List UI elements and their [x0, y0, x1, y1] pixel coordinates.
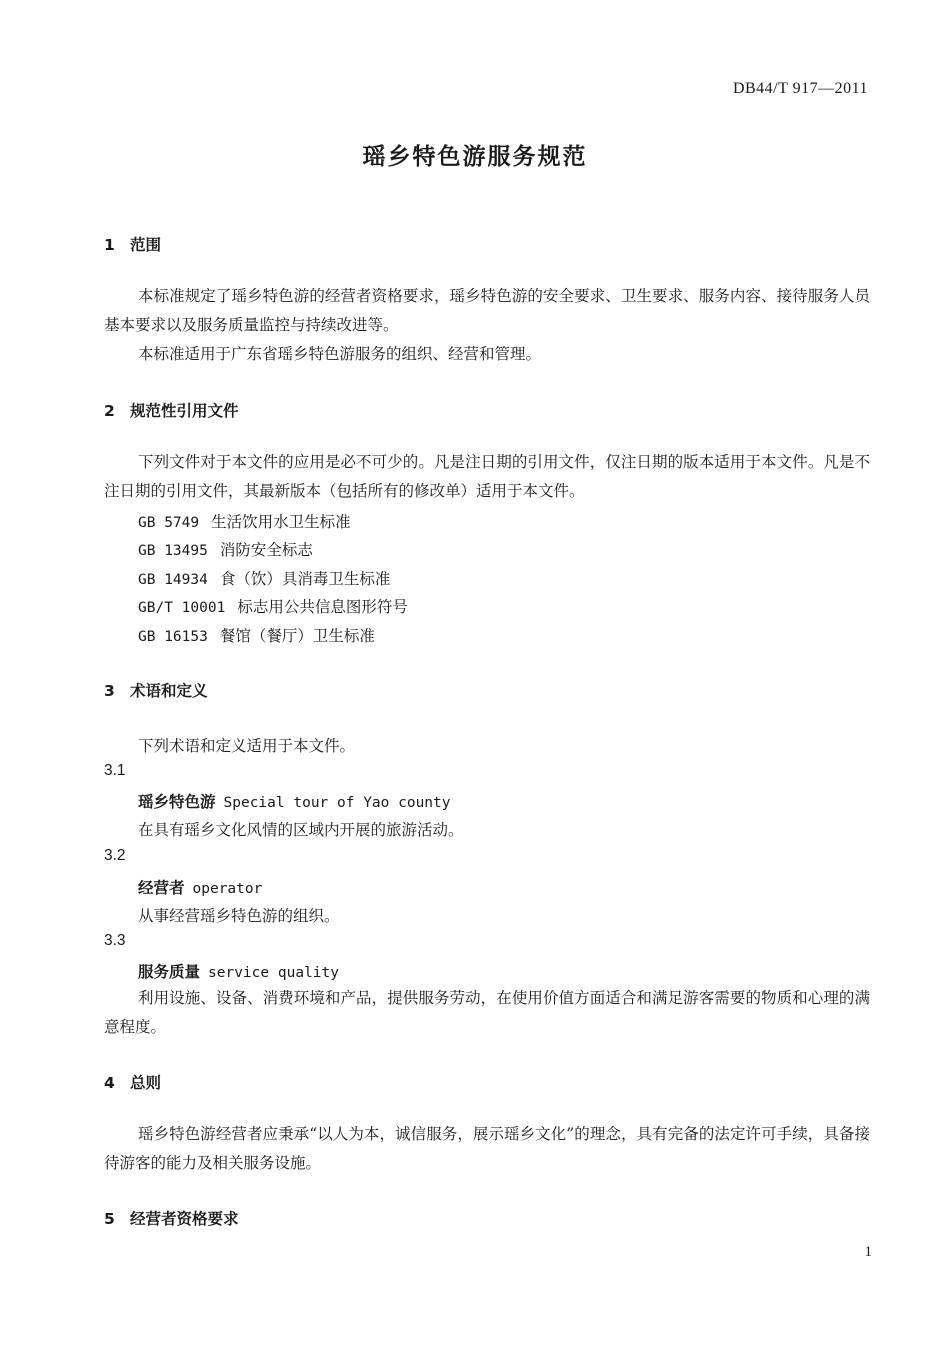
- reference-name: 消防安全标志: [219, 541, 313, 559]
- paragraph: 瑶乡特色游经营者应秉承“以人为本，诚信服务，展示瑶乡文化”的理念，具有完备的法定许可手续，具备接待游客的能力及相关服务设施。: [104, 1125, 870, 1172]
- section-number: 1: [104, 236, 115, 254]
- page-number: 1: [864, 1244, 872, 1260]
- section-title: 总则: [130, 1074, 162, 1092]
- section-number: 3: [104, 682, 115, 700]
- paragraph: 本标准规定了瑶乡特色游的经营者资格要求，瑶乡特色游的安全要求、卫生要求、服务内容、接待服务人员基本要求以及服务质量监控与持续改进等。: [104, 287, 870, 334]
- term-name: 服务质量: [138, 963, 201, 981]
- reference-code: GB/T 10001: [138, 600, 226, 616]
- term-english: Special tour of Yao county: [223, 795, 451, 811]
- section-heading-5: [104, 1207, 239, 1229]
- reference-name: 食（饮）具消毒卫生标准: [219, 570, 391, 588]
- paragraph: 下列术语和定义适用于本文件。: [138, 737, 356, 755]
- section-title: 规范性引用文件: [130, 402, 239, 420]
- term-entry: [138, 790, 451, 812]
- term-name: 经营者: [138, 879, 185, 897]
- paragraph: 下列文件对于本文件的应用是必不可少的。凡是注日期的引用文件，仅注日期的版本适用于本文件。凡是不注日期的引用文件，其最新版本（包括所有的修改单）适用于本文件。: [104, 453, 870, 500]
- term-english: service quality: [208, 965, 339, 981]
- reference-item: [138, 624, 375, 646]
- section-number: 2: [104, 402, 115, 420]
- section-title: 范围: [130, 236, 162, 254]
- term-definition: 在具有瑶乡文化风情的区域内开展的旅游活动。: [138, 821, 464, 839]
- reference-name: 生活饮用水卫生标准: [211, 513, 351, 531]
- reference-item: [138, 567, 390, 589]
- section-number: 5: [104, 1210, 115, 1228]
- reference-code: GB 14934: [138, 572, 208, 588]
- page-title: 瑶乡特色游服务规范: [362, 144, 588, 170]
- section-number: 4: [104, 1074, 115, 1092]
- term-entry: [138, 960, 339, 982]
- term-entry: [138, 876, 262, 898]
- term-english: operator: [192, 881, 263, 897]
- section-heading-2: [104, 399, 239, 421]
- paragraph: 本标准适用于广东省瑶乡特色游服务的组织、经营和管理。: [138, 345, 542, 363]
- reference-code: GB 5749: [138, 515, 200, 531]
- reference-code: GB 13495: [138, 543, 208, 559]
- section-title: 经营者资格要求: [130, 1210, 239, 1228]
- section-heading-1: [104, 233, 161, 255]
- term-number: 3.2: [104, 847, 126, 864]
- term-number: 3.1: [104, 762, 126, 779]
- section-title: 术语和定义: [130, 682, 208, 700]
- section-heading-3: [104, 679, 208, 701]
- section-heading-4: [104, 1071, 161, 1093]
- term-definition: 从事经营瑶乡特色游的组织。: [138, 907, 340, 925]
- reference-item: [138, 595, 408, 617]
- standard-code: DB44/T 917—2011: [732, 80, 868, 97]
- reference-item: [138, 538, 313, 560]
- reference-name: 标志用公共信息图形符号: [237, 598, 408, 616]
- reference-item: [138, 510, 351, 532]
- reference-code: GB 16153: [138, 629, 208, 645]
- term-name: 瑶乡特色游: [138, 793, 216, 811]
- reference-name: 餐馆（餐厅）卫生标准: [219, 627, 375, 645]
- term-definition: 利用设施、设备、消费环境和产品，提供服务劳动，在使用价值方面适合和满足游客需要的物质和心理的满意程度。: [104, 989, 870, 1036]
- term-number: 3.3: [104, 932, 126, 949]
